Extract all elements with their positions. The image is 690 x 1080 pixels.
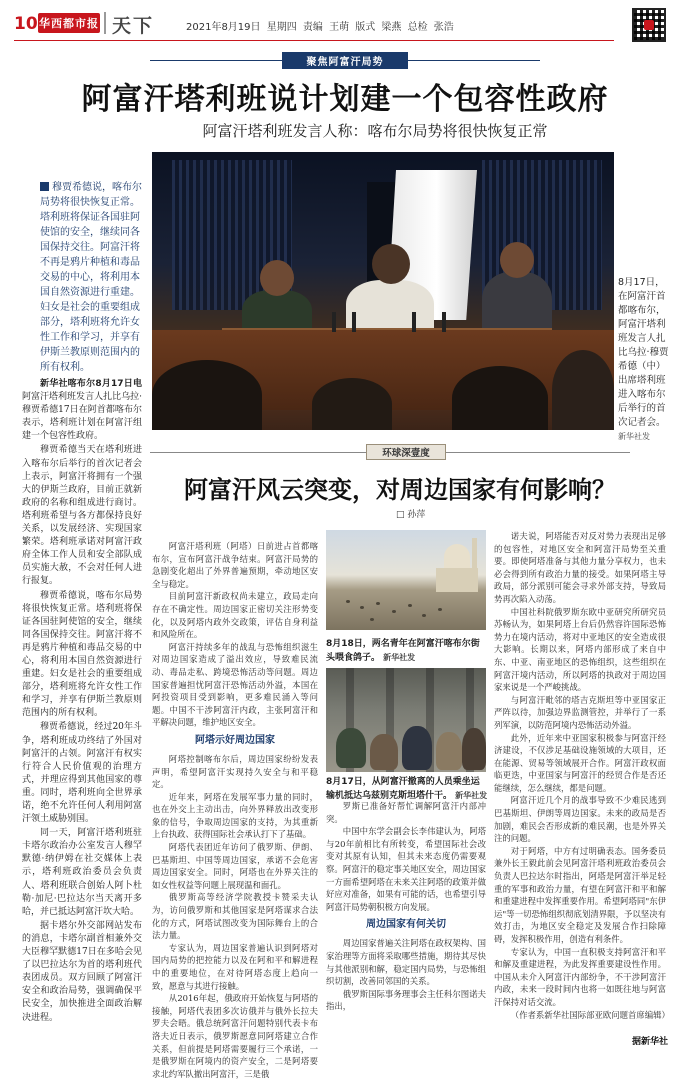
photo-head-center [372, 244, 410, 284]
article-column-2 [326, 800, 486, 1045]
dateline: 新华社喀布尔8月17日电 [40, 379, 142, 389]
photo-credit: 新华社发 [383, 653, 416, 662]
article-subtitle: 阿塔示好周边国家 [195, 734, 275, 746]
body-paragraph: 专家认为，中国一直积极支持阿富汗和平和解及重建进程，为此发挥重要建设性作用。中国从未介入阿富汗内部纷争，不干涉阿富汗内政，未来一段时间内也将一如既往地与阿富汗保持对话交流。 [494, 946, 666, 1007]
photo-mosque-dome [444, 544, 470, 570]
body-paragraph: 专家认为，周边国家普遍认识到阿塔对国内局势的把控能力以及在阿和平和解进程中的重要地位，在对待阿塔态度上趋向一致，愿意与其进行接触。 [152, 942, 318, 991]
photo-crowd-head [552, 350, 614, 430]
body-paragraph: 对于阿塔，中方有过明确表态。国务委员兼外长王毅此前会见阿富汗塔利班政治委员会负责人巴拉达尔时指出，阿塔是阿富汗举足轻重的军事和政治力量，有望在阿富汗和平和解和重建进程中发挥重要作用。希望阿塔同"东伊运"等一切恐怖组织彻底划清界限，予以坚决有效打击，为地区安全稳定及发展合作扫除障碍，发挥积极作用，创造有利条件。 [494, 845, 666, 944]
body-paragraph: 从2016年起，俄政府开始恢复与阿塔的接触，阿塔代表团多次访俄并与俄外长拉夫罗夫会晤。俄总统阿富汗问题特别代表卡布洛夫近日表示，俄罗斯愿意同阿塔建立合作关系，但前提是阿塔需要履行三个承诺，一是俄罗斯在阿境内的资产安全，二是阿塔要求北约军队撤出阿富汗，三是俄 [152, 993, 318, 1079]
photo-head-left [260, 260, 294, 296]
body-paragraph: 新华社喀布尔8月17日电 阿富汗塔利班发言人扎比乌拉·穆贾希德17日在阿首都喀布尔表示，塔利班计划在阿富汗组建一个包容性政府。 [22, 379, 142, 442]
photo-pigeon [370, 618, 374, 621]
photo-microphone [332, 312, 336, 332]
article-subtitle: 周边国家有何关切 [366, 919, 446, 931]
main-subhead: 阿富汗塔利班发言人称：喀布尔局势将很快恢复正常 [202, 122, 548, 140]
byline: □ 孙萍 [396, 510, 426, 520]
photo-passenger [436, 732, 462, 770]
main-headline: 阿富汗塔利班说计划建一个包容性政府 [81, 82, 609, 117]
newspaper-logo: 华西都市报 [38, 13, 100, 33]
body-paragraph: 近年来，阿塔在发展军事力量的同时，也在外交上主动出击，向外界释放出改变形象的信号，争取周边国家的支持，为其重新上台执政、获得国际社会承认打下了基础。 [152, 791, 318, 840]
source-credit: 据新华社 [632, 1037, 669, 1047]
body-paragraph: 罗斯已准备好帮忙调解阿富汗内部冲突。 [326, 801, 486, 824]
section-name: 天下 [112, 15, 155, 37]
photo-minaret [472, 538, 477, 592]
photo-pigeon [422, 614, 426, 617]
column-tag: 环球深壹度 [366, 444, 446, 460]
body-paragraph: 阿富汗塔利班（阿塔）日前进占首都喀布尔，宣布阿富汗战争结束。阿富汗局势的急剧变化超出了外界普遍预期，牵动地区安全与稳定。 [152, 541, 318, 589]
body-paragraph: 阿富汗近几个月的战事导致不少难民逃到巴基斯坦、伊朗等周边国家。未来的政局是否加剧，难民会否形成新的难民潮，也是外界关注的问题。 [494, 795, 666, 844]
photo-passenger [402, 726, 432, 770]
topic-banner: 聚焦阿富汗局势 [282, 52, 408, 69]
body-paragraph: 此外，近年来中亚国家积极参与阿富汗经济建设，不仅涉足基础设施领域的大项目，还在能源、贸易等领域展开合作。阿富汗政权面临更迭，中亚国家与阿富汗的经贸合作是否还能继续，怎么继续，都是问题。 [494, 732, 666, 793]
body-paragraph: 周边国家普遍关注阿塔在政权架构、国家治理等方面将采取哪些措施，期待其尽快与其他派别和解，稳定国内局势，与恐怖组织切割，改善同邻国的关系。 [326, 938, 486, 987]
body-paragraph: 阿塔代表团近年访问了俄罗斯、伊朗、巴基斯坦、中国等周边国家，承诺不会危害周边国家安全。同时，阿塔也在外界关注的如女性权益等问题上展现温和面孔。 [152, 842, 318, 890]
lead-story-body [22, 378, 142, 1044]
masthead-divider [104, 12, 106, 34]
photo-credit: 新华社发 [618, 432, 650, 441]
story-summary [40, 180, 142, 375]
body-paragraph: 中国社科院俄罗斯东欧中亚研究所研究员苏畅认为，如果阿塔上台后仍然容许国际恐怖势力在境内活动，将对中亚地区的安全造成很大影响。长期以来，阿塔内部形成了来自中东、中亚、南亚地区的恐怖组织，这些组织在阿富汗境内活动，所以阿塔的执政对于周边国家来说是一个严峻挑战。 [494, 606, 666, 693]
body-paragraph: 与阿富汗毗邻的塔吉克斯坦等中亚国家正严阵以待，加强边界监测管控，并举行了一系列军演，以防范阿境内恐怖活动外溢。 [494, 694, 666, 730]
masthead [0, 0, 690, 46]
article-column-1 [152, 540, 318, 1079]
photo-pigeon [346, 600, 350, 603]
photo-caption: 8月17日，从阿富汗撤离的人员乘坐运输机抵达乌兹别克斯坦塔什干。 新华社发 [326, 777, 488, 801]
body-paragraph: 俄罗斯国际事务理事会主任科尔图诺夫指出， [326, 988, 486, 1012]
photo-crowd-head [452, 366, 548, 430]
photo-credit: 新华社发 [455, 791, 488, 800]
photo-pigeon [392, 610, 396, 613]
body-paragraph: 穆贾希德说，经过20年斗争，塔利班成功终结了外国对阿富汗的占领。阿富汗有权实行符合人民价值观的治理方式，并理应得到其他国家的尊重。同时，塔利班向全世界承诺，绝不允许任何人利用阿富汗领土威胁别国。 [22, 722, 142, 825]
body-paragraph: 据卡塔尔外交部网站发布的消息，卡塔尔副首相兼外交大臣穆罕默德17日在多哈会见了以巴拉达尔为首的塔利班代表团成员。双方回顾了阿富汗安全和政治局势，强调确保平民安全，加快推进全面政治解决进程。 [22, 920, 142, 1023]
body-paragraph: 穆贾希德说，喀布尔局势将很快恢复正常。塔利班将保证各国驻阿使馆的安全，继续同各国保持交往。阿富汗将不再是鸦片种植和毒品交易的中心，将利用本国自然资源进行重建。妇女是社会的重要组成部分，塔利班将允许女性工作和学习，并享有伊斯兰教原则范围内的所有权利。 [22, 590, 142, 719]
photo-passenger [462, 728, 486, 770]
body-paragraph: 同一天，阿富汗塔利班驻卡塔尔政治办公室发言人穆罕默德·纳伊姆在社交媒体上表示，塔利班政治委员会负责人、塔利班联合创始人阿卜杜勒·加尼·巴拉达尔当天离开多哈，并已抵达阿富汗坎大哈。 [22, 828, 142, 917]
photo-pigeon [408, 604, 412, 607]
photo-crowd-head [152, 360, 262, 430]
body-paragraph: 阿塔控制喀布尔后，周边国家纷纷发表声明，希望阿富汗实现持久安全与和平稳定。 [152, 753, 318, 790]
press-conference-photo [152, 152, 614, 430]
photo-microphone [412, 312, 416, 332]
photo-crowd-head [312, 378, 392, 430]
photo-microphone [352, 312, 356, 332]
photo-microphone [442, 312, 446, 332]
author-note: （作者系新华社国际部亚欧问题首席编辑） [510, 1009, 670, 1020]
body-paragraph: 穆贾希德当天在塔利班进入喀布尔后举行的首次记者会上表示，阿富汗将拥有一个强大的伊斯兰政府，目前正就新政府的名称和组成进行商讨。塔利班希望与各方都保持良好关系，以发展经济、实现国家繁荣。塔利班承诺对阿富汗政府全体工作人员和安全部队成员实施大赦，不会对任何人进行报复。 [22, 445, 142, 587]
summary-square-icon [40, 182, 49, 191]
photo-caption: 8月17日，在阿富汗首都喀布尔，阿富汗塔利班发言人扎比乌拉·穆贾希德（中）出席塔利班进入喀布尔后举行的首次记者会。 新华社发 [618, 276, 674, 444]
body-paragraph: 中国中东学会副会长李伟建认为，阿塔与20年前相比有所转变，希望国际社会改变对其原有认知，但其未来态度仍需要观察。阿富汗的稳定事关地区安全，周边国家一方面希望阿塔在未来关注阿塔的政策并做好应对准备，如果有可能的话，也希望引导阿富汗局势朝积极方向发展。 [326, 826, 486, 912]
summary-text: 穆贾希德说，喀布尔局势将很快恢复正常。塔利班将保证各国驻阿使馆的安全，继续同各国保持交往。阿富汗将不再是鸦片种植和毒品交易的中心，将利用本国自然资源进行重建。妇女是社会的重要组成部分，塔利班将允许女性工作和学习，并享有伊斯兰教原则范围内的所有权利。 [40, 182, 142, 373]
photo-head-right [500, 242, 534, 278]
body-paragraph: 俄罗斯高等经济学院教授卡赞采夫认为，访问俄罗斯和其他国家是阿塔谋求合法化的方式，阿塔试图改变为国际舞台上的合法力量。 [152, 892, 318, 941]
article-column-3 [494, 530, 670, 1030]
qr-badge-icon [644, 20, 654, 30]
photo-pigeon [360, 606, 364, 609]
masthead-rule [14, 40, 614, 41]
photo-pigeon [376, 602, 380, 605]
pigeons-photo [326, 530, 486, 630]
second-headline: 阿富汗风云突变，对周边国家有何影响？ [184, 475, 616, 504]
masthead-meta: 2021年8月19日 星期四 责编 王萌 版式 梁燕 总检 张浩 [186, 22, 454, 33]
photo-caption: 8月18日，两名青年在阿富汗喀布尔街头喂食鸽子。 新华社发 [326, 639, 480, 663]
body-paragraph: 诺夫说，阿塔能否对反对势力表现出足够的包容性，对地区安全和阿富汗局势至关重要。即使阿塔准备与其他力量分享权力，也未必会得到所有政治力量的接受。如果阿塔主导政局，部分派别可能会寻求外部支持，导致局势再次陷入动荡。 [494, 531, 666, 604]
transport-plane-photo [326, 668, 486, 772]
body-paragraph: 目前阿富汗新政权尚未建立，政局走向存在不确定性。周边国家正密切关注形势变化，以及阿塔内政外交政策，评估自身利益和风险所在。 [152, 591, 318, 640]
photo-passenger [336, 728, 366, 768]
photo-passenger [370, 734, 398, 770]
page-number: 10 [14, 14, 38, 34]
body-paragraph: 阿富汗持续多年的战乱与恐怖组织滋生对周边国家造成了溢出效应，导致难民流动、毒品走私、跨境恐怖活动等问题。周边国家普遍担忧阿富汗恐怖活动外溢，本国在阿投资项目受到影响，更多难民涌入等问题。中国不干涉阿富汗内政，主张阿富汗和平解决问题，维护地区安全。 [152, 641, 318, 728]
photo-pigeon [438, 608, 442, 611]
